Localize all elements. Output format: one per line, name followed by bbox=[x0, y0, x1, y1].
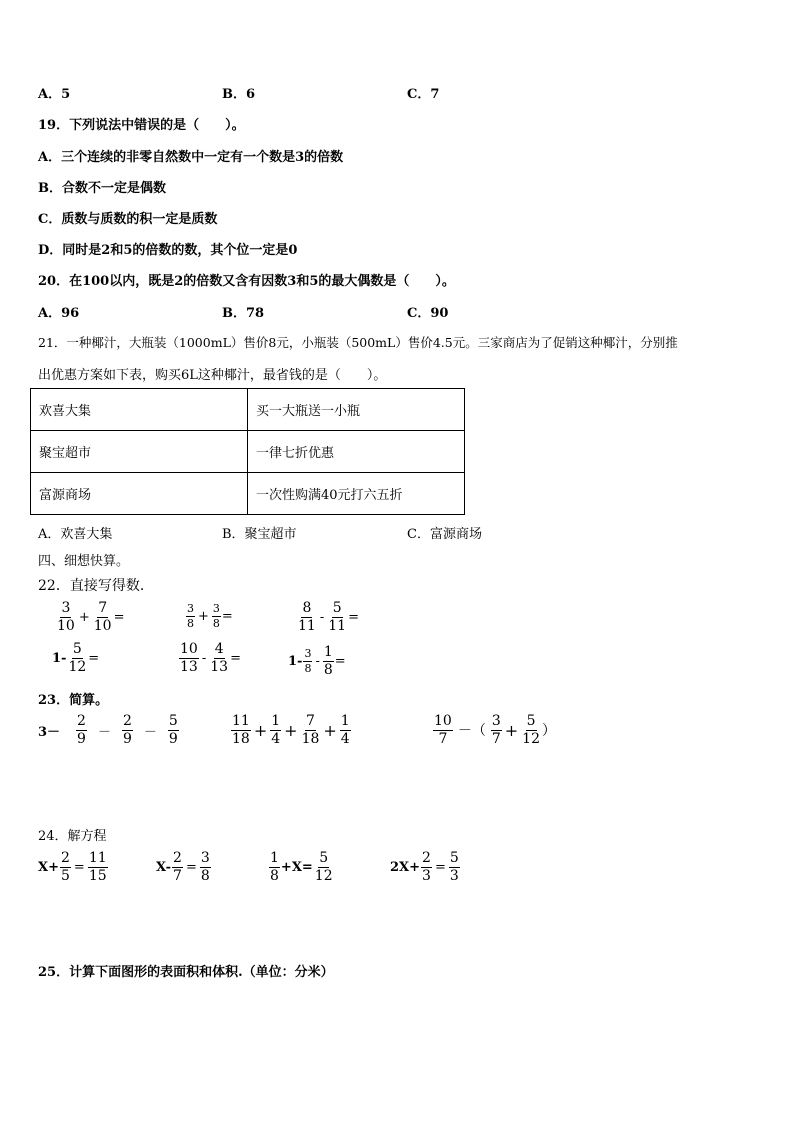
q24-equation-3: $\frac{1}{8}$ +X= $\frac{5}{12}$ bbox=[270, 850, 333, 884]
fraction: $\frac{11}{18}$ bbox=[232, 713, 250, 747]
promotion-table bbox=[30, 388, 465, 515]
q21-option-b: B．聚宝超市 bbox=[222, 527, 297, 542]
q22-expr-6: 1- $\frac{3}{8}$ - $\frac{1}{8}$ = bbox=[288, 644, 346, 678]
q24-equation-1: X+ $\frac{2}{5}$ = $\frac{11}{15}$ bbox=[38, 850, 107, 884]
fraction: $\frac{7}{10}$ bbox=[93, 600, 112, 634]
fraction: $\frac{1}{8}$ bbox=[323, 644, 333, 678]
fraction: $\frac{11}{15}$ bbox=[88, 850, 107, 884]
q18-option-a: A．5 bbox=[38, 87, 71, 102]
q22-title: 22．直接写得数. bbox=[38, 578, 145, 594]
fraction: $\frac{1}{8}$ bbox=[270, 850, 279, 884]
fraction: $\frac{3}{8}$ bbox=[304, 647, 312, 675]
fraction: $\frac{5}{11}$ bbox=[328, 600, 347, 634]
q24-equation-4: 2X+ $\frac{2}{3}$ = $\frac{5}{3}$ bbox=[390, 850, 459, 884]
fraction: $\frac{1}{4}$ bbox=[271, 713, 281, 747]
table-row bbox=[31, 389, 465, 431]
q19-option-c: C．质数与质数的积一定是质数 bbox=[38, 212, 218, 227]
q21-stem-line1: 21．一种椰汁，大瓶装（1000mL）售价8元，小瓶装（500mL）售价4.5元。三家商店为了促销这种椰汁，分别推 bbox=[38, 335, 678, 350]
q19-option-d: D．同时是2和5的倍数的数，其个位一定是0 bbox=[38, 243, 298, 258]
fraction: $\frac{2}{9}$ bbox=[122, 713, 132, 747]
fraction: $\frac{3}{7}$ bbox=[491, 713, 501, 747]
q23-expr-3: $\frac{10}{7}$ －（ $\frac{3}{7}$ + $\frac{5}{12}$ ） bbox=[434, 713, 556, 747]
fraction: $\frac{3}{8}$ bbox=[212, 602, 220, 630]
q22-expr-3: $\frac{8}{11}$ - $\frac{5}{11}$ = bbox=[298, 600, 359, 634]
q24-title: 24．解方程 bbox=[38, 829, 107, 844]
fraction: $\frac{7}{18}$ bbox=[301, 713, 320, 747]
fraction: $\frac{2}{7}$ bbox=[173, 850, 182, 884]
fraction: $\frac{3}{8}$ bbox=[200, 850, 210, 884]
q20-option-a: A．96 bbox=[38, 306, 80, 321]
q21-option-c: C．富源商场 bbox=[407, 527, 482, 542]
table-cell-store: 富源商场 bbox=[31, 473, 248, 515]
table-cell-store: 聚宝超市 bbox=[31, 431, 248, 473]
q22-expr-1: $\frac{3}{10}$ + $\frac{7}{10}$ = bbox=[57, 600, 125, 634]
q23-expr-1: 3－ $\frac{2}{9}$ － $\frac{2}{9}$ － $\frac{5}{9}$ bbox=[38, 713, 178, 747]
fraction: $\frac{8}{11}$ bbox=[298, 600, 316, 634]
table-cell-offer: 一次性购满40元打六五折 bbox=[248, 473, 465, 515]
q22-expr-5: $\frac{10}{13}$ - $\frac{4}{13}$ = bbox=[180, 641, 241, 675]
fraction: $\frac{3}{10}$ bbox=[57, 600, 75, 634]
fraction: $\frac{5}{12}$ bbox=[522, 713, 540, 747]
q19-stem: 19．下列说法中错误的是（ ）。 bbox=[38, 118, 245, 133]
section-heading: 四、细想快算。 bbox=[38, 554, 130, 569]
q19-option-b: B．合数不一定是偶数 bbox=[38, 181, 166, 196]
fraction: $\frac{1}{4}$ bbox=[340, 713, 350, 747]
q25-title: 25．计算下面图形的表面积和体积.（单位：分米） bbox=[38, 965, 334, 980]
q18-option-b: B．6 bbox=[222, 87, 256, 102]
table-row bbox=[31, 473, 465, 515]
fraction: $\frac{5}{12}$ bbox=[68, 641, 87, 675]
q20-option-c: C．90 bbox=[407, 306, 449, 321]
q22-expr-2: $\frac{3}{8}$ + $\frac{3}{8}$ = bbox=[187, 602, 233, 630]
table-cell-offer: 一律七折优惠 bbox=[248, 431, 465, 473]
fraction: $\frac{5}{9}$ bbox=[168, 713, 178, 747]
q20-option-b: B．78 bbox=[222, 306, 265, 321]
fraction: $\frac{3}{8}$ bbox=[187, 602, 194, 630]
q23-title: 23．简算。 bbox=[38, 693, 109, 708]
table-cell-store: 欢喜大集 bbox=[31, 389, 248, 431]
q21-stem-line2: 出优惠方案如下表，购买6L这种椰汁，最省钱的是（ ）。 bbox=[38, 368, 387, 383]
q23-expr-2: $\frac{11}{18}$ + $\frac{1}{4}$ + $\frac{7}{18}$ + $\frac{1}{4}$ bbox=[232, 713, 350, 747]
fraction: $\frac{5}{12}$ bbox=[314, 850, 333, 884]
q18-option-c: C．7 bbox=[407, 87, 440, 102]
q21-option-a: A．欢喜大集 bbox=[38, 527, 113, 542]
table-row bbox=[31, 431, 465, 473]
fraction: $\frac{10}{13}$ bbox=[180, 641, 198, 675]
fraction: $\frac{10}{7}$ bbox=[434, 713, 452, 747]
q19-option-a: A．三个连续的非零自然数中一定有一个数是3的倍数 bbox=[38, 150, 344, 165]
q20-stem: 20．在100以内，既是2的倍数又含有因数3和5的最大偶数是（ ）。 bbox=[38, 274, 455, 289]
fraction: $\frac{2}{9}$ bbox=[77, 713, 86, 747]
fraction: $\frac{5}{3}$ bbox=[449, 850, 459, 884]
fraction: $\frac{4}{13}$ bbox=[210, 641, 229, 675]
q24-equation-2: X- $\frac{2}{7}$ = $\frac{3}{8}$ bbox=[156, 850, 210, 884]
fraction: $\frac{2}{5}$ bbox=[60, 850, 70, 884]
q22-expr-4: 1- $\frac{5}{12}$ = bbox=[52, 641, 100, 675]
table-cell-offer: 买一大瓶送一小瓶 bbox=[248, 389, 465, 431]
fraction: $\frac{2}{3}$ bbox=[422, 850, 431, 884]
